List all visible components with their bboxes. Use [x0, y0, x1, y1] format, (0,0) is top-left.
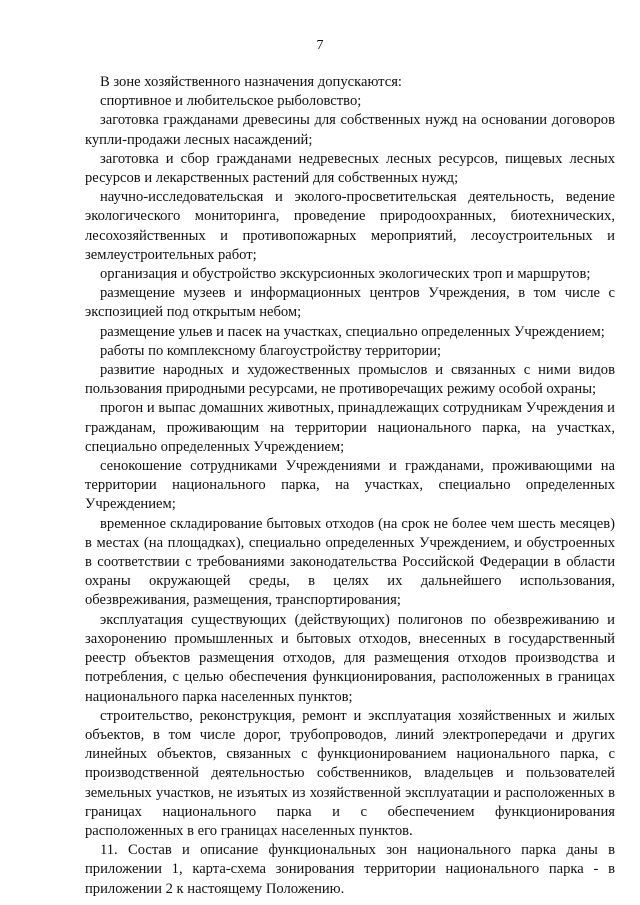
paragraph-item: размещение ульев и пасек на участках, специально определенных Учреждением;: [100, 323, 605, 340]
paragraph-item: размещение музеев и информационных центров Учреждения, в том числе с экспозицией под открытым небом;: [85, 285, 615, 321]
paragraph-section-11: 11. Состав и описание функциональных зон национального парка даны в приложении 1, карта-схема зонирования территории национального парка - в приложении 2 к настоящему Положению.: [85, 842, 615, 897]
paragraph-item: заготовка и сбор гражданами недревесных лесных ресурсов, пищевых лесных ресурсов и лекарственных растений для собственных нужд;: [85, 150, 615, 187]
paragraph-item: прогон и выпас домашних животных, принадлежащих сотрудникам Учреждения и гражданам, проживающим на территории национального парка, на участках, специально определенных Учреждением;: [85, 400, 615, 455]
paragraph-item: развитие народных и художественных промыслов и связанных с ними видов пользования природными ресурсами, не противоречащих режиму особой охраны;: [85, 362, 615, 398]
paragraph-item: спортивное и любительское рыболовство;: [100, 93, 362, 110]
document-body: [85, 73, 615, 899]
page-number: 7: [316, 38, 324, 53]
paragraph-item: заготовка гражданами древесины для собственных нужд на основании договоров купли-продажи лесных насаждений;: [85, 112, 615, 148]
paragraph-item: сенокошение сотрудниками Учреждениями и гражданами, проживающими на территории национального парка, на участках, специально определенных Учреждением;: [85, 458, 615, 513]
paragraph-item: работы по комплексному благоустройству территории;: [100, 342, 442, 359]
paragraph-item: строительство, реконструкция, ремонт и эксплуатация хозяйственных и жилых объектов, в том числе дорог, трубопроводов, линий электропередачи и других линейных объектов, связанных с функционированием национального парка, с производственной деятельностью собственников, владельцев и пользователей земельных участков, не изъятых из хозяйственной эксплуатации и расположенных в границах национального парка и с обеспечением функционирования расположенных в его границах населенных пунктов.: [85, 707, 615, 839]
paragraph-item: научно-исследовательская и эколого-просветительская деятельность, ведение экологического мониторинга, проведение природоохранных, биотехнических, лесохозяйственных и противопожарных мероприятий, лесоустроительных и землеустроительных работ;: [85, 189, 615, 263]
paragraph-item: эксплуатация существующих (действующих) полигонов по обезвреживанию и захоронению промышленных и бытовых отходов, внесенных в государственный реестр объектов размещения отходов, для размещения отходов производства и потребления, с целью обеспечения функционирования, расположенных в границах национального парка населенных пунктов;: [85, 611, 615, 705]
paragraph-item: временное складирование бытовых отходов (на срок не более чем шесть месяцев) в местах (на площадках), специально определенных Учреждением, и обустроенных в соответствии с требованиями законодательства Российской Федерации в области охраны окружающей среды, в целях их дальнейшего использования, обезвреживания, размещения, транспортирования;: [85, 515, 615, 609]
paragraph-intro: В зоне хозяйственного назначения допускаются:: [100, 74, 402, 90]
paragraph-item: организация и обустройство экскурсионных экологических троп и маршрутов;: [100, 266, 591, 283]
